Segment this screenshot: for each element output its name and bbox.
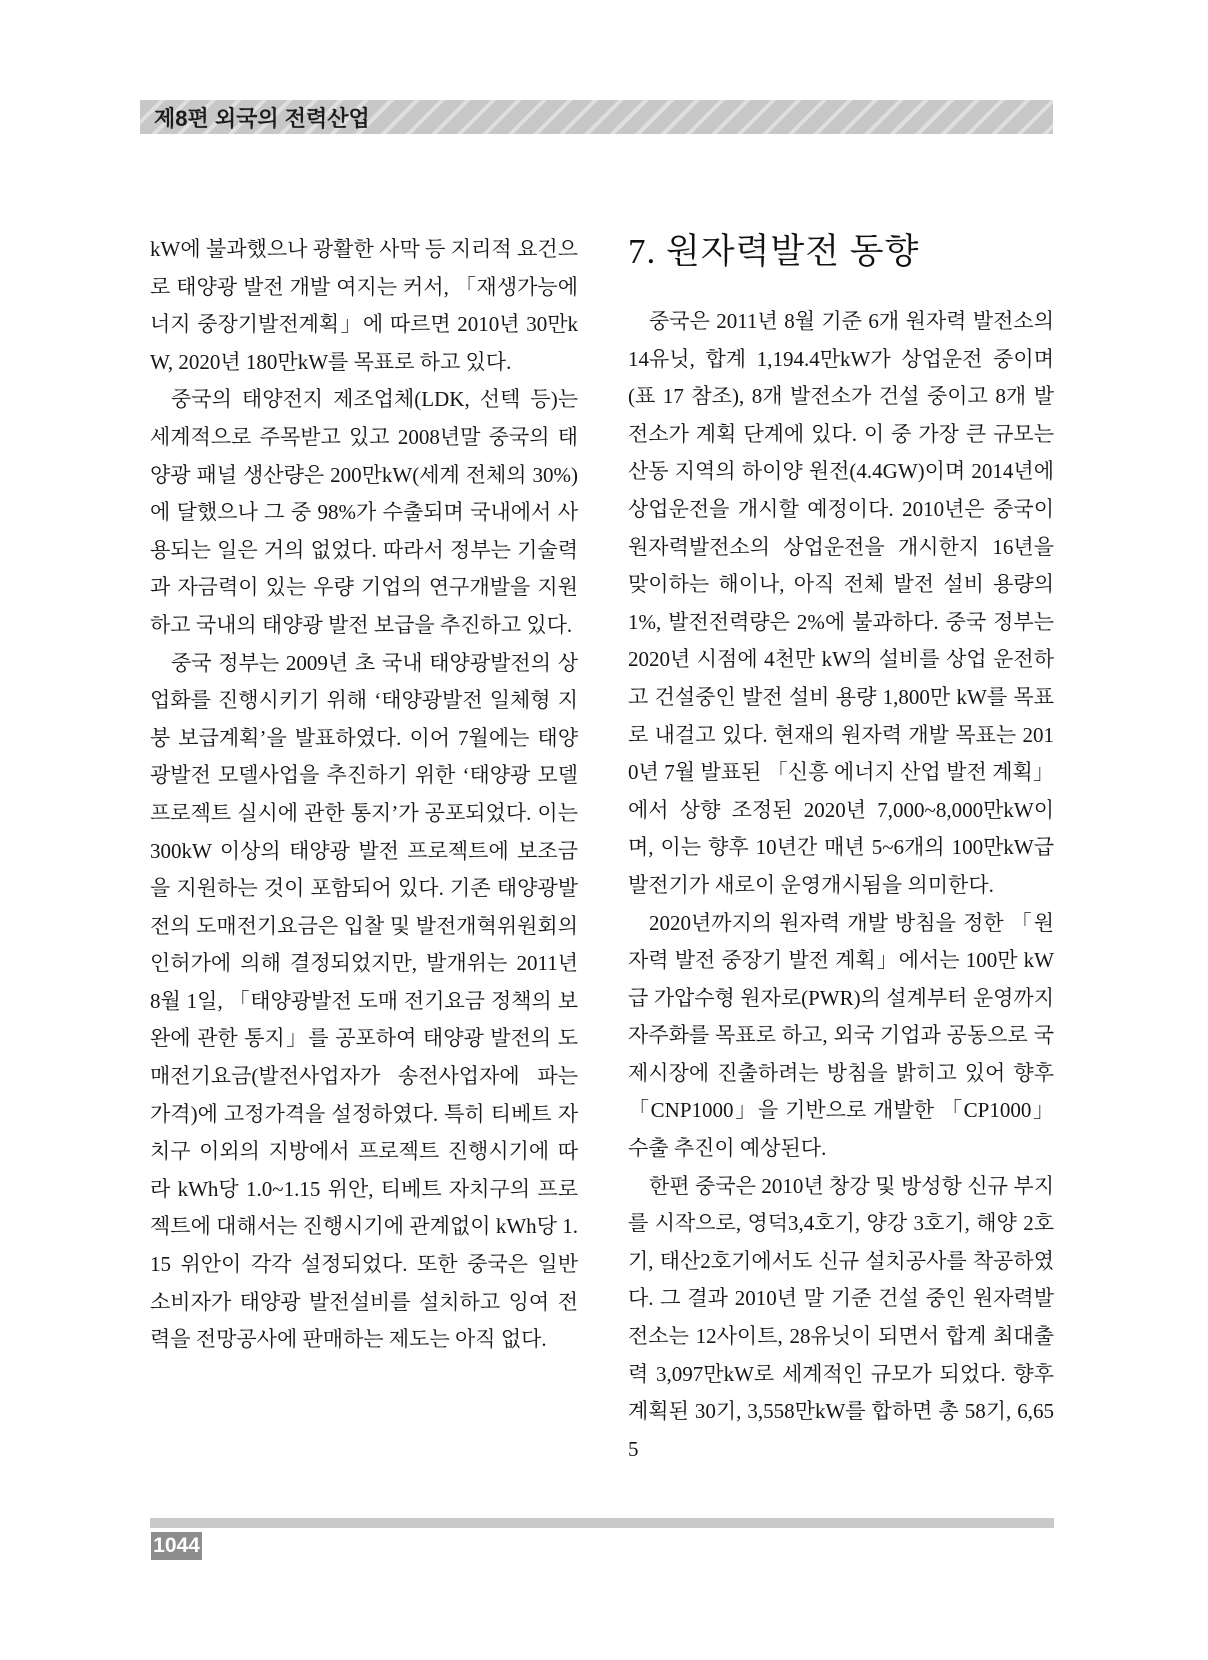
body-paragraph: 한편 중국은 2010년 창강 및 방성항 신규 부지를 시작으로, 영덕3,4호기, 양강 3호기, 해양 2호기, 태산2호기에서도 신규 설치공사를 착공하였다. 그 결과 2010년 말 기준 건설 중인 원자력발전소는 12사이트, 28유닛이 되면서 합계 최대출력 3,097만kW로 세계적인 규모가 되었다. 향후 계획된 30기, 3,558만kW를 합하면 총 58기, 6,655 bbox=[628, 1173, 1054, 1461]
chapter-header-bar bbox=[140, 100, 1053, 134]
page-number-badge: 1044 bbox=[151, 1532, 202, 1560]
body-paragraph: 중국은 2011년 8월 기준 6개 원자력 발전소의 14유닛, 합계 1,194.4만kW가 상업운전 중이며 (표 17 참조), 8개 발전소가 건설 중이고 8개 발전소가 계획 단계에 있다. 이 중 가장 큰 규모는 산동 지역의 하이양 원전(4.4GW)이며 2014년에 상업운전을 개시할 예정이다. 2010년은 중국이 원자력발전소의 상업운전을 개시한지 16년을 맞이하는 해이나, 아직 전체 발전 설비 용량의 1%, 발전전력량은 2%에 불과하다. 중국 정부는 2020년 시점에 4천만 kW의 설비를 상업 운전하고 건설중인 발전 설비 용량 1,800만 kW를 목표로 내걸고 있다. 현재의 원자력 개발 목표는 2010년 7월 발표된 「신흥 에너지 산업 발전 계획」에서 상향 조정된 2020년 7,000~8,000만kW이며, 이는 향후 10년간 매년 5~6개의 100만kW급 발전기가 새로이 운영개시됨을 의미한다. bbox=[628, 309, 1054, 897]
body-paragraph: kW에 불과했으나 광활한 사막 등 지리적 요건으로 태양광 발전 개발 여지는 커서, 「재생가능에너지 중장기발전계획」에 따르면 2010년 30만kW, 2020년 180만kW를 목표로 하고 있다. bbox=[150, 237, 578, 374]
body-paragraph: 중국의 태양전지 제조업체(LDK, 선텍 등)는 세계적으로 주목받고 있고 2008년말 중국의 태양광 패널 생산량은 200만kW(세계 전체의 30%)에 달했으나 그 중 98%가 수출되며 국내에서 사용되는 일은 거의 없었다. 따라서 정부는 기술력과 자금력이 있는 우량 기업의 연구개발을 지원하고 국내의 태양광 발전 보급을 추진하고 있다. bbox=[150, 387, 578, 637]
left-column bbox=[150, 231, 578, 1359]
section-heading: 7. 원자력발전 동향 bbox=[628, 232, 920, 271]
footer-rule bbox=[150, 1518, 1054, 1528]
right-column bbox=[628, 226, 1054, 1468]
chapter-title: 제8편 외국의 전력산업 bbox=[154, 105, 370, 131]
body-paragraph: 중국 정부는 2009년 초 국내 태양광발전의 상업화를 진행시키기 위해 ‘태양광발전 일체형 지붕 보급계획’을 발표하였다. 이어 7월에는 태양광발전 모델사업을 추진하기 위한 ‘태양광 모델 프로젝트 실시에 관한 통지’가 공포되었다. 이는 300kW 이상의 태양광 발전 프로젝트에 보조금을 지원하는 것이 포함되어 있다. 기존 태양광발전의 도매전기요금은 입찰 및 발전개혁위원회의 인허가에 의해 결정되었지만, 발개위는 2011년 8월 1일, 「태양광발전 도매 전기요금 정책의 보완에 관한 통지」를 공포하여 태양광 발전의 도매전기요금(발전사업자가 송전사업자에 파는 가격)에 고정가격을 설정하였다. 특히 티베트 자치구 이외의 지방에서 프로젝트 진행시기에 따라 kWh당 1.0~1.15 위안, 티베트 자치구의 프로젝트에 대해서는 진행시기에 관계없이 kWh당 1.15 위안이 각각 설정되었다. 또한 중국은 일반 소비자가 태양광 발전설비를 설치하고 잉여 전력을 전망공사에 판매하는 제도는 아직 없다. bbox=[150, 650, 578, 1352]
body-paragraph: 2020년까지의 원자력 개발 방침을 정한 「원자력 발전 중장기 발전 계획」에서는 100만 kW급 가압수형 원자로(PWR)의 설계부터 운영까지 자주화를 목표로 하고, 외국 기업과 공동으로 국제시장에 진출하려는 방침을 밝히고 있어 향후 「CNP1000」을 기반으로 개발한 「CP1000」 수출 추진이 예상된다. bbox=[628, 910, 1054, 1161]
